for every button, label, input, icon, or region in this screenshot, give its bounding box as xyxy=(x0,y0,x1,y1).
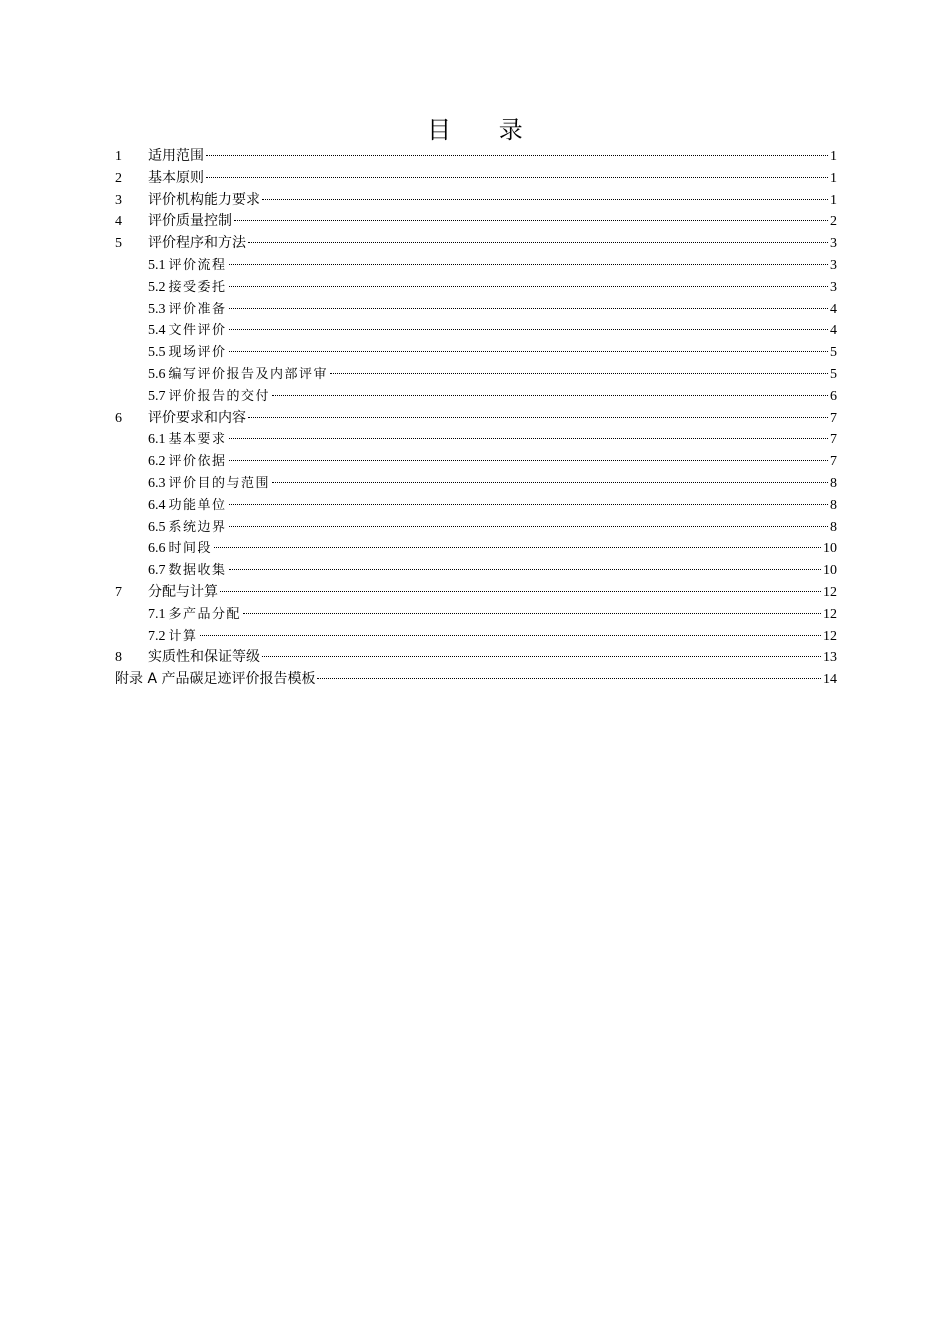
toc-entry-label: 附录 A 产品碳足迹评价报告模板 xyxy=(115,671,316,688)
dot-leader xyxy=(214,547,821,548)
dot-leader xyxy=(243,613,821,614)
dot-leader xyxy=(330,373,828,374)
dot-leader xyxy=(229,329,828,330)
toc-entry[interactable] xyxy=(115,168,837,190)
toc-entry[interactable] xyxy=(115,604,837,626)
toc-entry-label: 评价程序和方法 xyxy=(148,235,246,252)
toc-entry-page-number: 12 xyxy=(823,584,837,600)
toc-entry-label: 评价准备 xyxy=(168,301,227,317)
toc-entry-number: 8 xyxy=(115,650,122,666)
toc-entry-number: 5.2 xyxy=(148,279,166,295)
toc-entry-page-number: 13 xyxy=(823,650,837,666)
dot-leader xyxy=(229,264,828,265)
toc-entry-label: 分配与计算 xyxy=(148,583,218,600)
toc-entry[interactable] xyxy=(115,647,837,669)
toc-entry[interactable] xyxy=(115,626,837,648)
dot-leader xyxy=(229,526,828,527)
toc-entry[interactable] xyxy=(115,233,837,255)
dot-leader xyxy=(200,635,821,636)
dot-leader xyxy=(229,569,821,570)
toc-entry-number: 7.2 xyxy=(148,628,166,644)
toc-entry[interactable] xyxy=(115,277,837,299)
dot-leader xyxy=(248,242,828,243)
toc-entry-page-number: 3 xyxy=(830,236,837,252)
dot-leader xyxy=(234,220,828,221)
dot-leader xyxy=(220,591,821,592)
toc-entry-number: 6.7 xyxy=(148,563,166,579)
dot-leader xyxy=(206,155,828,156)
toc-entry-label: 多产品分配 xyxy=(168,606,242,622)
toc-entry-label: 评价目的与范围 xyxy=(168,475,271,491)
dot-leader xyxy=(229,351,828,352)
toc-entry-page-number: 6 xyxy=(830,388,837,404)
toc-title: 目 录 xyxy=(427,116,543,144)
toc-entry[interactable] xyxy=(115,255,837,277)
toc-entry-number: 6.1 xyxy=(148,432,166,448)
toc-entry-label: 基本要求 xyxy=(168,432,227,448)
toc-entry-page-number: 10 xyxy=(823,541,837,557)
toc-entry-page-number: 8 xyxy=(830,497,837,513)
toc-entry-page-number: 5 xyxy=(830,366,837,382)
toc-entry-page-number: 7 xyxy=(830,410,837,426)
dot-leader xyxy=(229,460,828,461)
toc-entry-number: 7.1 xyxy=(148,606,166,622)
toc-entry-label: 文件评价 xyxy=(168,323,227,339)
toc-entry[interactable] xyxy=(115,364,837,386)
toc-entry-page-number: 3 xyxy=(830,279,837,295)
dot-leader xyxy=(229,286,828,287)
toc-entry[interactable] xyxy=(115,669,837,691)
toc-entry-number: 6.2 xyxy=(148,454,166,470)
toc-entry-page-number: 7 xyxy=(830,432,837,448)
toc-entry-page-number: 14 xyxy=(823,672,837,688)
dot-leader xyxy=(248,417,828,418)
dot-leader xyxy=(262,656,821,657)
dot-leader xyxy=(229,504,828,505)
toc-entry-number: 5.6 xyxy=(148,366,166,382)
toc-entry-label: 时间段 xyxy=(168,541,213,557)
toc-entry-page-number: 4 xyxy=(830,301,837,317)
toc-entry-number: 6 xyxy=(115,410,122,426)
toc-entry-page-number: 4 xyxy=(830,323,837,339)
toc-entry-page-number: 8 xyxy=(830,519,837,535)
toc-entry-number: 5.7 xyxy=(148,388,166,404)
toc-entry[interactable] xyxy=(115,299,837,321)
toc-entry[interactable] xyxy=(115,190,837,212)
toc-entry-label: 数据收集 xyxy=(168,563,227,579)
toc-entry-page-number: 1 xyxy=(830,192,837,208)
toc-entry-label: 评价要求和内容 xyxy=(148,409,246,426)
toc-entry-number: 3 xyxy=(115,192,122,208)
toc-entry-number: 1 xyxy=(115,149,122,164)
toc-entry-label: 功能单位 xyxy=(168,497,227,513)
toc-entry-number: 6.5 xyxy=(148,519,166,535)
toc-entry-number: 7 xyxy=(115,584,122,600)
toc-entry-number: 6.6 xyxy=(148,541,166,557)
toc-entry-page-number: 3 xyxy=(830,257,837,273)
toc-entry-page-number: 10 xyxy=(823,563,837,579)
toc-entry-number: 5.5 xyxy=(148,345,166,361)
toc-entry[interactable] xyxy=(115,342,837,364)
toc-entry[interactable] xyxy=(115,582,837,604)
toc-entry-label: 实质性和保证等级 xyxy=(148,649,260,666)
toc-entry-label: 评价机构能力要求 xyxy=(148,191,260,208)
toc-entry-label: 计算 xyxy=(168,628,198,644)
toc-entry-page-number: 12 xyxy=(823,628,837,644)
toc-entry-page-number: 2 xyxy=(830,214,837,230)
table-of-contents xyxy=(115,146,837,691)
toc-entry-label: 接受委托 xyxy=(168,279,227,295)
toc-entry[interactable] xyxy=(115,560,837,582)
toc-entry-number: 6.3 xyxy=(148,475,166,491)
toc-entry-label: 适用范围 xyxy=(148,148,204,164)
toc-entry[interactable] xyxy=(115,211,837,233)
dot-leader xyxy=(229,308,828,309)
toc-entry-number: 5.4 xyxy=(148,323,166,339)
toc-entry-page-number: 1 xyxy=(830,170,837,186)
toc-entry-number: 5 xyxy=(115,236,122,252)
toc-entry-page-number: 1 xyxy=(830,149,837,164)
dot-leader xyxy=(272,482,828,483)
toc-entry-page-number: 8 xyxy=(830,475,837,491)
toc-entry[interactable] xyxy=(115,495,837,517)
toc-entry[interactable] xyxy=(115,451,837,473)
toc-entry-page-number: 5 xyxy=(830,345,837,361)
toc-entry-label: 现场评价 xyxy=(168,345,227,361)
toc-entry-label: 评价依据 xyxy=(168,454,227,470)
dot-leader xyxy=(317,678,821,679)
toc-entry-label: 评价质量控制 xyxy=(148,213,232,230)
toc-entry-number: 6.4 xyxy=(148,497,166,513)
toc-entry[interactable] xyxy=(115,538,837,560)
toc-entry-label: 基本原则 xyxy=(148,169,204,186)
toc-entry-number: 2 xyxy=(115,170,122,186)
toc-entry-number: 4 xyxy=(115,214,122,230)
toc-entry-label: 系统边界 xyxy=(168,519,227,535)
toc-entry[interactable] xyxy=(115,473,837,495)
toc-entry-number: 5.3 xyxy=(148,301,166,317)
toc-entry[interactable] xyxy=(115,517,837,539)
toc-entry[interactable] xyxy=(115,320,837,342)
toc-entry[interactable] xyxy=(115,386,837,408)
toc-entry-label: 评价报告的交付 xyxy=(168,388,271,404)
toc-entry-number: 5.1 xyxy=(148,257,166,273)
toc-entry-label: 评价流程 xyxy=(168,257,227,273)
dot-leader xyxy=(206,177,828,178)
toc-entry[interactable] xyxy=(115,146,837,168)
toc-entry-page-number: 12 xyxy=(823,606,837,622)
toc-entry[interactable] xyxy=(115,429,837,451)
toc-entry-page-number: 7 xyxy=(830,454,837,470)
toc-entry-label: 编写评价报告及内部评审 xyxy=(168,366,329,382)
dot-leader xyxy=(229,438,828,439)
dot-leader xyxy=(272,395,828,396)
toc-entry[interactable] xyxy=(115,408,837,430)
dot-leader xyxy=(262,199,828,200)
